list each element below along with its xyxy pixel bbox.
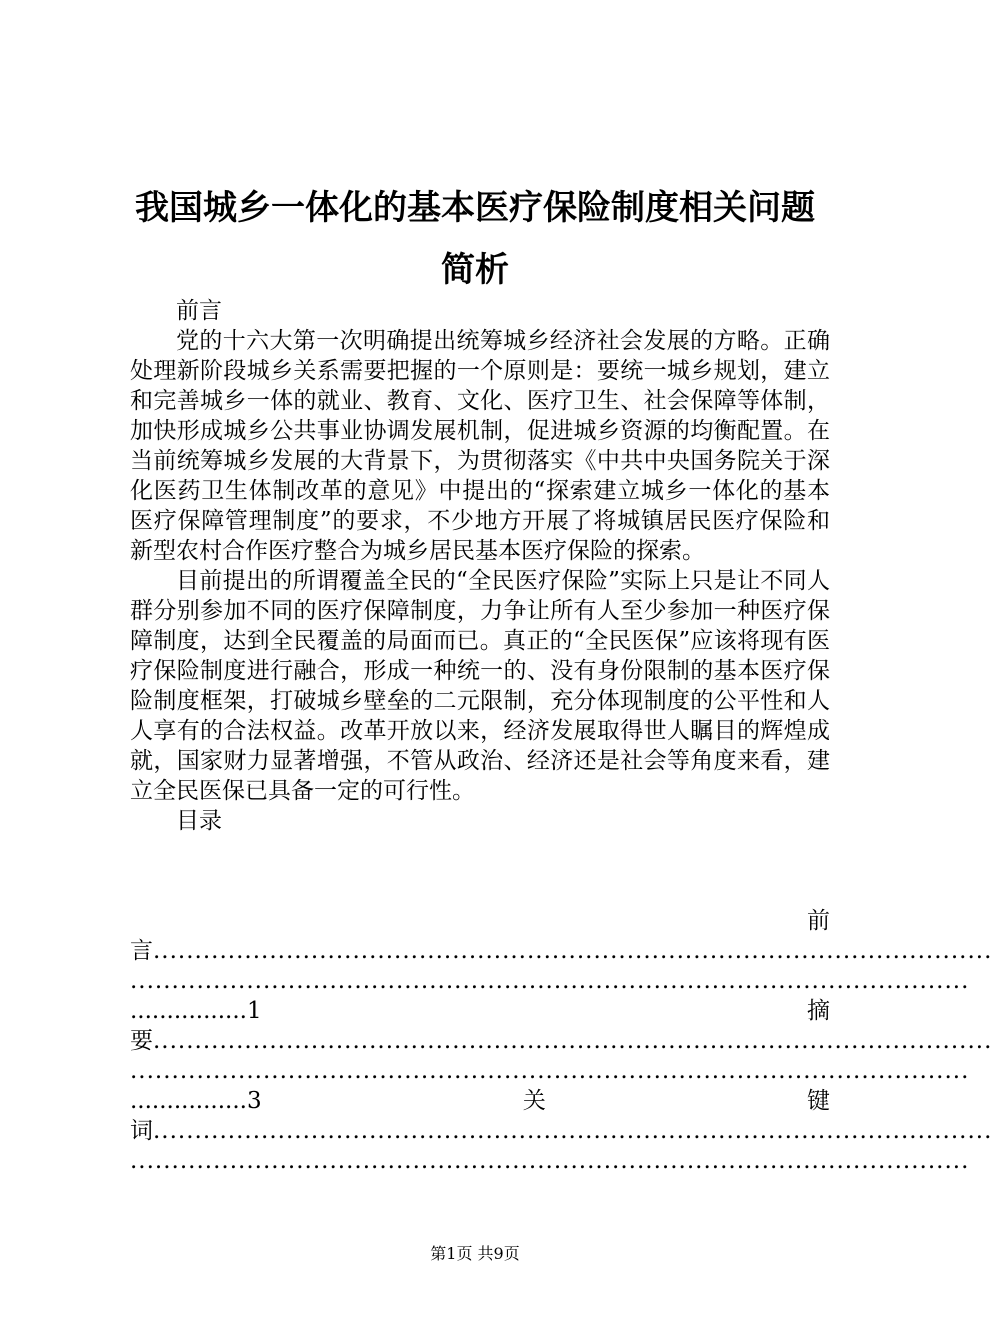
toc-entry-line — [130, 966, 970, 996]
preface-heading: 前言 — [176, 298, 222, 324]
document-body — [130, 296, 830, 836]
toc-entry-char-mid: 键 — [807, 1088, 830, 1114]
toc-leader-dots-short: ................ — [130, 998, 247, 1024]
toc-leader-dots: ..................................................................................................... — [130, 968, 970, 994]
toc-entry-page-line — [130, 1086, 262, 1116]
toc-heading: 目录 — [176, 808, 222, 834]
toc-entry-line — [130, 1116, 992, 1146]
toc-entry-char-second: 要 — [130, 1028, 153, 1054]
paragraph: 目前提出的所谓覆盖全民的“全民医疗保险”实际上只是让不同人群分别参加不同的医疗保障制度，力争让所有人至少参加一种医疗保障制度，达到全民覆盖的局面而已。真正的“全民医保”应该将现有医疗保险制度进行融合，形成一种统一的、没有身份限制的基本医疗保险制度框架，打破城乡壁垒的二元限制，充分体现制度的公平性和人人享有的合法权益。改革开放以来，经济发展取得世人瞩目的辉煌成就，国家财力显著增强，不管从政治、经济还是社会等角度来看，建立全民医保已具备一定的可行性。 — [130, 568, 830, 804]
toc-leader-dots: ..................................................................................................... — [153, 1028, 992, 1054]
toc-entry-line — [130, 1056, 970, 1086]
toc-entry-line — [130, 996, 830, 1026]
toc-entry-line — [130, 1026, 992, 1056]
document-title-line-1: 我国城乡一体化的基本医疗保险制度相关问题 — [135, 188, 815, 228]
toc-entry-char — [130, 906, 830, 936]
toc-leader-dots: ..................................................................................................... — [153, 1118, 992, 1144]
toc-entry-char-first: 关 — [522, 1088, 546, 1114]
toc-leader-dots: ..................................................................................................... — [153, 938, 992, 964]
toc-entry-char-first: 摘 — [807, 998, 830, 1024]
toc-entry-char-second: 词 — [130, 1118, 153, 1144]
page-footer: 第1页 共9页 — [430, 1244, 520, 1263]
toc-page-number: 1 — [246, 998, 262, 1024]
toc-entry-page-line — [130, 996, 262, 1026]
toc-leader-dots-short: ................ — [130, 1088, 247, 1114]
toc-page-number: 3 — [246, 1088, 262, 1114]
toc-entry-line — [130, 1146, 970, 1176]
table-of-contents — [130, 906, 992, 1176]
toc-leader-dots: ..................................................................................................... — [130, 1148, 970, 1174]
toc-entry-line — [130, 936, 992, 966]
toc-leader-dots: ..................................................................................................... — [130, 1058, 970, 1084]
paragraph: 党的十六大第一次明确提出统筹城乡经济社会发展的方略。正确处理新阶段城乡关系需要把握的一个原则是：要统一城乡规划，建立和完善城乡一体的就业、教育、文化、医疗卫生、社会保障等体制，加快形成城乡公共事业协调发展机制，促进城乡资源的均衡配置。在当前统筹城乡发展的大背景下，为贯彻落实《中共中央国务院关于深化医药卫生体制改革的意见》中提出的“探索建立城乡一体化的基本医疗保障管理制度”的要求，不少地方开展了将城镇居民医疗保险和新型农村合作医疗整合为城乡居民基本医疗保险的探索。 — [130, 328, 830, 564]
toc-entry-line — [130, 1086, 830, 1116]
toc-entry-char-second: 言 — [130, 938, 153, 964]
document-title-line-2: 简析 — [441, 250, 509, 290]
toc-entry-char-first: 前 — [807, 908, 830, 934]
